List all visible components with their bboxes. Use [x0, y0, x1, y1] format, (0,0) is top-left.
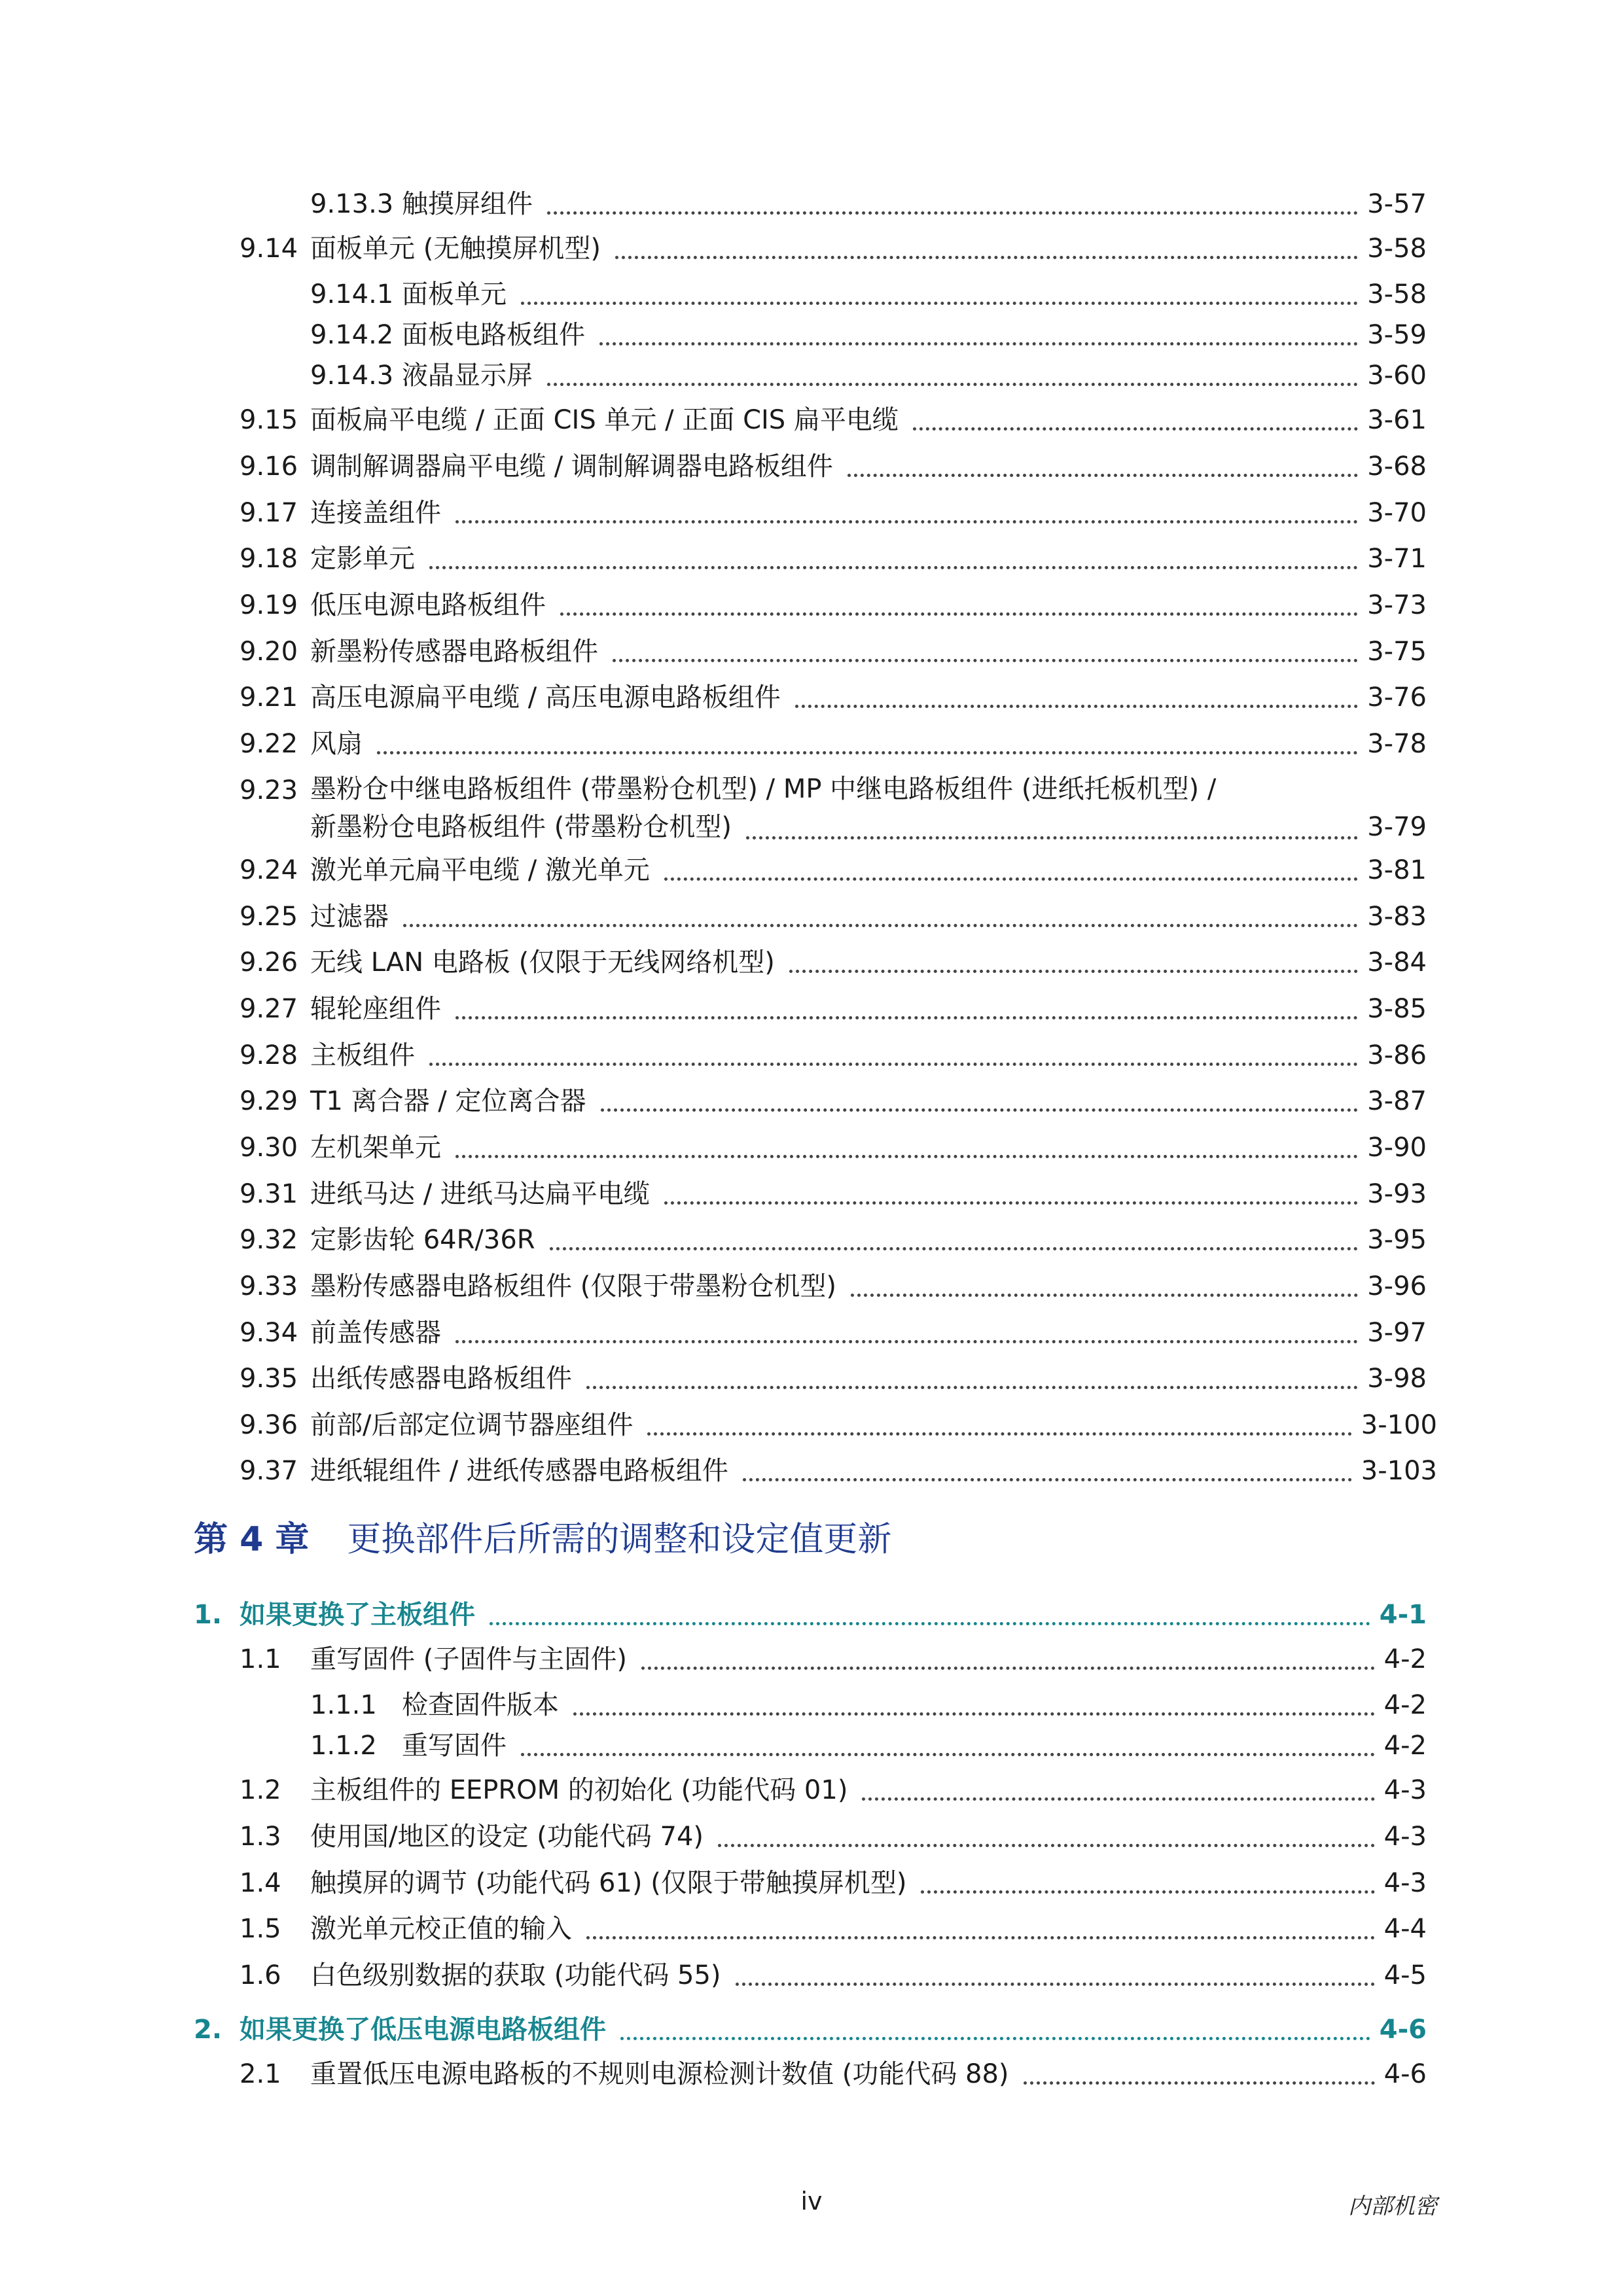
toc-entry[interactable]	[0, 1956, 1623, 1995]
toc-entry[interactable]	[0, 1863, 1623, 1903]
toc-entry-number: 2.	[194, 2015, 223, 2045]
toc-entry-page: 4-6	[1383, 2059, 1427, 2089]
toc-entry-title: 连接盖组件	[310, 498, 441, 528]
toc-entry-number: 9.33	[240, 1271, 298, 1301]
toc-entry[interactable]	[0, 539, 1623, 578]
toc-entry-page: 3-58	[1367, 279, 1427, 309]
dot-leader	[736, 1983, 1375, 1986]
toc-entry[interactable]	[0, 632, 1623, 671]
toc-entry-title: 低压电源电路板组件	[310, 590, 546, 620]
toc-entry-page: 3-86	[1367, 1040, 1427, 1070]
toc-entry[interactable]	[0, 1909, 1623, 1949]
toc-entry[interactable]	[0, 897, 1623, 936]
toc-section[interactable]	[0, 1595, 1623, 1634]
toc-entry-title: 风扇	[310, 729, 363, 759]
dot-leader	[490, 1622, 1370, 1625]
toc-entry-title: 激光单元校正值的输入	[310, 1914, 572, 1944]
toc-entry-title: 使用国/地区的设定 (功能代码 74)	[310, 1822, 704, 1852]
toc-entry[interactable]	[0, 229, 1623, 268]
toc-entry-title: 重置低压电源电路板的不规则电源检测计数值 (功能代码 88)	[310, 2059, 1009, 2089]
dot-leader	[718, 1844, 1375, 1847]
toc-entry-title: 面板单元 (无触摸屏机型)	[310, 234, 601, 264]
toc-entry-number: 9.32	[240, 1225, 298, 1255]
toc-entry-number: 9.13.3	[310, 189, 394, 219]
toc-entry-number: 9.22	[240, 729, 298, 759]
dot-leader	[664, 877, 1358, 881]
toc-entry[interactable]	[0, 1640, 1623, 1679]
toc-entry[interactable]	[0, 400, 1623, 440]
toc-entry-number: 9.25	[240, 902, 298, 932]
dot-leader	[615, 256, 1358, 259]
toc-entry-number: 1.2	[240, 1775, 281, 1805]
toc-entry[interactable]	[0, 943, 1623, 982]
toc-entry-title: 调制解调器扁平电缆 / 调制解调器电路板组件	[310, 451, 833, 482]
toc-entry-page: 3-84	[1367, 947, 1427, 978]
toc-entry-number: 9.18	[240, 544, 298, 574]
toc-entry-page: 3-71	[1367, 544, 1427, 574]
toc-entry-page: 3-68	[1367, 451, 1427, 482]
toc-entry-page: 3-95	[1367, 1225, 1427, 1255]
toc-entry-number: 1.3	[240, 1822, 281, 1852]
dot-leader	[599, 342, 1358, 345]
toc-entry-title: 面板电路板组件	[402, 320, 585, 350]
toc-entry-page: 3-60	[1367, 361, 1427, 391]
dot-leader	[455, 1340, 1358, 1343]
toc-entry-number: 9.19	[240, 590, 298, 620]
toc-entry-page: 3-73	[1367, 590, 1427, 620]
toc-entry-page: 3-85	[1367, 994, 1427, 1024]
toc-entry[interactable]	[0, 1082, 1623, 1121]
toc-entry-number: 9.37	[240, 1456, 298, 1486]
dot-leader	[586, 1936, 1375, 1939]
toc-entry-page: 4-3	[1383, 1775, 1427, 1805]
toc-entry-number: 2.1	[240, 2059, 281, 2089]
toc-entry-page: 4-2	[1383, 1690, 1427, 1720]
dot-leader	[847, 474, 1358, 477]
dot-leader	[455, 1155, 1358, 1158]
dot-leader	[560, 612, 1358, 616]
dot-leader	[547, 383, 1358, 386]
toc-entry[interactable]	[0, 447, 1623, 486]
toc-entry-page: 3-93	[1367, 1179, 1427, 1209]
toc-entry-page: 4-5	[1383, 1960, 1427, 1990]
chapter-number: 第 4 章	[194, 1520, 310, 1559]
page-number: iv	[800, 2187, 823, 2216]
toc-entry[interactable]	[0, 1726, 1623, 1765]
toc-entry-number: 9.14.2	[310, 320, 394, 350]
toc-entry-number: 9.17	[240, 498, 298, 528]
toc-entry-title: 白色级别数据的获取 (功能代码 55)	[310, 1960, 721, 1990]
toc-entry-number: 9.14.3	[310, 361, 394, 391]
dot-leader	[586, 1386, 1358, 1389]
toc-entry-title: 新墨粉传感器电路板组件	[310, 637, 598, 667]
toc-entry-title: 检查固件版本	[402, 1690, 559, 1720]
toc-entry-number: 9.30	[240, 1133, 298, 1163]
dot-leader	[547, 211, 1358, 215]
dot-leader	[789, 970, 1358, 973]
toc-entry-number: 9.35	[240, 1364, 298, 1394]
toc-entry[interactable]	[0, 678, 1623, 717]
toc-entry-title: 如果更换了低压电源电路板组件	[240, 2015, 606, 2045]
toc-entry-title: 过滤器	[310, 902, 389, 932]
toc-entry[interactable]	[0, 1771, 1623, 1810]
toc-entry-title: 面板扁平电缆 / 正面 CIS 单元 / 正面 CIS 扁平电缆	[310, 405, 899, 435]
dot-leader	[743, 1478, 1352, 1481]
toc-entry[interactable]	[0, 1817, 1623, 1856]
toc-entry-number: 9.28	[240, 1040, 298, 1070]
toc-entry-number: 9.24	[240, 855, 298, 885]
toc-entry-page: 4-3	[1383, 1868, 1427, 1898]
toc-entry-page: 4-6	[1379, 2015, 1427, 2045]
toc-entry-title: 墨粉传感器电路板组件 (仅限于带墨粉仓机型)	[310, 1271, 836, 1301]
toc-entry[interactable]	[0, 275, 1623, 314]
toc-entry-number: 1.1.2	[310, 1731, 377, 1761]
toc-entry[interactable]	[0, 989, 1623, 1029]
chapter-heading	[194, 1517, 891, 1563]
toc-entry-number: 9.29	[240, 1086, 298, 1116]
toc-entry-page: 3-79	[1367, 812, 1427, 842]
toc-entry[interactable]	[0, 1313, 1623, 1352]
toc-entry-page: 3-59	[1367, 320, 1427, 350]
toc-entry-title: 激光单元扁平电缆 / 激光单元	[310, 855, 650, 885]
dot-leader	[573, 1712, 1375, 1716]
toc-entry-page: 3-97	[1367, 1318, 1427, 1348]
toc-section[interactable]	[0, 2010, 1623, 2049]
toc-entry[interactable]	[0, 185, 1623, 224]
toc-entry[interactable]	[0, 356, 1623, 395]
toc-entry-title: 墨粉仓中继电路板组件 (带墨粉仓机型) / MP 中继电路板组件 (进纸托板机型) /	[310, 774, 1217, 804]
toc-entry-title: 主板组件	[310, 1040, 415, 1070]
toc-entry-title: 进纸马达 / 进纸马达扁平电缆	[310, 1179, 650, 1209]
toc-entry-title: 如果更换了主板组件	[240, 1600, 475, 1630]
dot-leader	[377, 751, 1358, 754]
toc-entry[interactable]	[0, 1451, 1623, 1491]
toc-entry-title: 触摸屏的调节 (功能代码 61) (仅限于带触摸屏机型)	[310, 1868, 907, 1898]
dot-leader	[455, 1016, 1358, 1019]
toc-entry-title: 定影齿轮 64R/36R	[310, 1225, 535, 1255]
toc-entry-page: 3-103	[1361, 1456, 1437, 1486]
toc-entry-number: 1.	[194, 1600, 223, 1630]
toc-entry-number: 9.16	[240, 451, 298, 482]
toc-entry-number: 1.1.1	[310, 1690, 377, 1720]
toc-entry-page: 3-100	[1361, 1410, 1437, 1440]
confidential-label: 内部机密	[1348, 2193, 1437, 2219]
dot-leader	[550, 1247, 1359, 1250]
toc-entry-number: 9.26	[240, 947, 298, 978]
toc-entry-title: 辊轮座组件	[310, 994, 441, 1024]
toc-entry-page: 4-1	[1379, 1600, 1427, 1630]
toc-entry[interactable]	[0, 1174, 1623, 1214]
toc-entry-title-continued: 新墨粉仓电路板组件 (带墨粉仓机型)	[310, 812, 732, 842]
toc-entry-title: T1 离合器 / 定位离合器	[310, 1086, 586, 1116]
toc-entry-number: 9.20	[240, 637, 298, 667]
toc-entry[interactable]	[0, 724, 1623, 764]
dot-leader	[620, 2037, 1370, 2040]
toc-entry-title: 触摸屏组件	[402, 189, 533, 219]
toc-entry-title: 面板单元	[402, 279, 507, 309]
toc-entry-page: 4-4	[1383, 1914, 1427, 1944]
toc-entry-number: 1.1	[240, 1644, 281, 1674]
toc-entry[interactable]	[0, 1686, 1623, 1725]
toc-entry-page: 3-61	[1367, 405, 1427, 435]
dot-leader	[921, 1890, 1374, 1894]
toc-entry-number: 9.21	[240, 682, 298, 713]
toc-entry-title: 前盖传感器	[310, 1318, 441, 1348]
toc-entry-number: 1.6	[240, 1960, 281, 1990]
dot-leader	[746, 836, 1358, 839]
dot-leader	[613, 659, 1358, 662]
toc-entry-number: 9.34	[240, 1318, 298, 1348]
toc-entry[interactable]	[0, 1359, 1623, 1398]
dot-leader	[647, 1432, 1351, 1436]
toc-entry[interactable]	[0, 493, 1623, 533]
dot-leader	[521, 302, 1358, 305]
dot-leader	[455, 520, 1358, 523]
toc-entry[interactable]	[0, 2055, 1623, 2094]
toc-entry-number: 9.14.1	[310, 279, 394, 309]
toc-entry[interactable]	[0, 771, 1623, 847]
dot-leader	[403, 924, 1358, 927]
toc-entry-page: 3-96	[1367, 1271, 1427, 1301]
toc-entry-page: 3-76	[1367, 682, 1427, 713]
toc-entry-number: 9.15	[240, 405, 298, 435]
toc-entry-number: 1.5	[240, 1914, 281, 1944]
toc-entry-number: 9.23	[240, 775, 298, 805]
toc-entry-page: 3-75	[1367, 637, 1427, 667]
toc-entry-title: 高压电源扁平电缆 / 高压电源电路板组件	[310, 682, 781, 713]
toc-entry[interactable]	[0, 1405, 1623, 1445]
dot-leader	[664, 1201, 1358, 1205]
toc-entry-page: 3-70	[1367, 498, 1427, 528]
toc-entry-number: 9.31	[240, 1179, 298, 1209]
toc-entry-title: 重写固件 (子固件与主固件)	[310, 1644, 627, 1674]
toc-entry-page: 3-98	[1367, 1364, 1427, 1394]
toc-entry-title: 主板组件的 EEPROM 的初始化 (功能代码 01)	[310, 1775, 848, 1805]
chapter-title: 更换部件后所需的调整和设定值更新	[347, 1520, 892, 1559]
dot-leader	[429, 566, 1358, 569]
toc-entry-title: 无线 LAN 电路板 (仅限于无线网络机型)	[310, 947, 775, 978]
dot-leader	[641, 1667, 1375, 1670]
toc-entry-page: 3-81	[1367, 855, 1427, 885]
toc-entry[interactable]	[0, 1036, 1623, 1075]
toc-entry-page: 3-58	[1367, 234, 1427, 264]
toc-entry-page: 3-90	[1367, 1133, 1427, 1163]
toc-entry-page: 3-57	[1367, 189, 1427, 219]
dot-leader	[862, 1797, 1374, 1801]
toc-entry-number: 9.14	[240, 234, 298, 264]
dot-leader	[913, 427, 1358, 431]
dot-leader	[521, 1753, 1375, 1756]
toc-entry-number: 1.4	[240, 1868, 281, 1898]
dot-leader	[601, 1108, 1359, 1112]
toc-entry[interactable]	[0, 851, 1623, 890]
toc-entry[interactable]	[0, 1220, 1623, 1260]
toc-entry-page: 4-2	[1383, 1644, 1427, 1674]
toc-entry[interactable]	[0, 1128, 1623, 1167]
toc-entry[interactable]	[0, 586, 1623, 625]
toc-entry[interactable]	[0, 315, 1623, 355]
toc-entry-title: 进纸辊组件 / 进纸传感器电路板组件	[310, 1456, 728, 1486]
toc-entry-page: 3-78	[1367, 729, 1427, 759]
toc-entry-page: 3-83	[1367, 902, 1427, 932]
toc-entry-title: 左机架单元	[310, 1133, 441, 1163]
toc-entry-page: 3-87	[1367, 1086, 1427, 1116]
toc-entry-page: 4-3	[1383, 1822, 1427, 1852]
dot-leader	[429, 1063, 1358, 1066]
dot-leader	[1024, 2081, 1375, 2085]
toc-entry-page: 4-2	[1383, 1731, 1427, 1761]
toc-entry-title: 定影单元	[310, 544, 415, 574]
toc-entry[interactable]	[0, 1267, 1623, 1306]
dot-leader	[795, 705, 1358, 708]
toc-entry-title: 前部/后部定位调节器座组件	[310, 1410, 633, 1440]
toc-entry-title: 出纸传感器电路板组件	[310, 1364, 572, 1394]
toc-entry-title: 重写固件	[402, 1731, 507, 1761]
toc-entry-title: 液晶显示屏	[402, 361, 533, 391]
toc-entry-number: 9.27	[240, 994, 298, 1024]
toc-entry-number: 9.36	[240, 1410, 298, 1440]
dot-leader	[851, 1294, 1358, 1297]
